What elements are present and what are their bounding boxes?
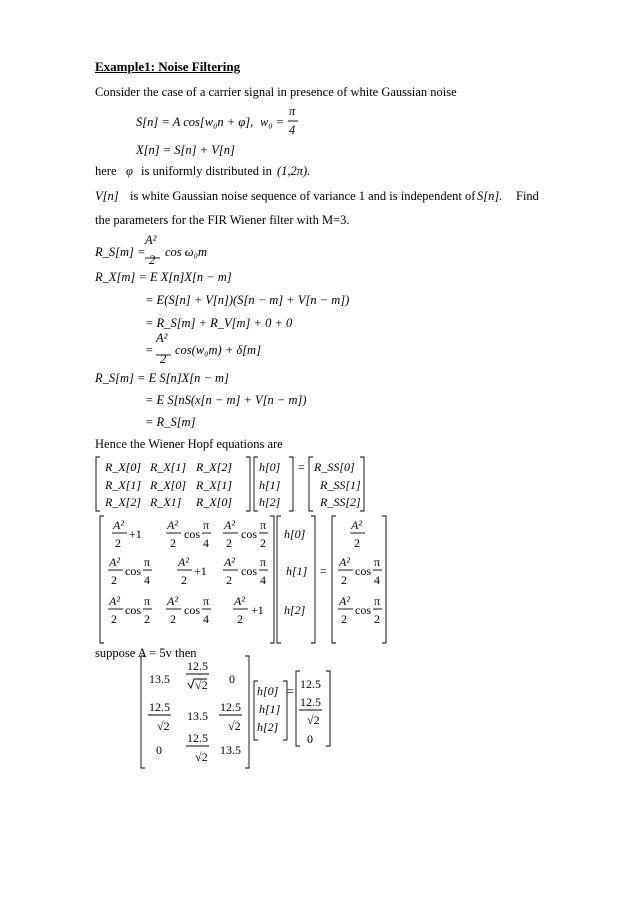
num-a22: 13.5 (220, 743, 241, 757)
sym-r2c1-four: 4 (203, 612, 209, 626)
sym-r1c0-pi: π (144, 555, 151, 569)
wh-equals: = (298, 460, 305, 474)
sym-rhs1-four: 4 (374, 573, 380, 587)
rx-line-1: R_X[m] = E X[n]X[n − m] (95, 270, 232, 284)
wh-h-bracket-open (254, 457, 258, 511)
sym-r1c1-two: 2 (181, 573, 187, 587)
sym-r2c1-cos: cos (184, 603, 200, 617)
sym-r1c2-A2: A² (224, 555, 235, 569)
sym-r0c1-pi: π (203, 518, 210, 532)
sym-rhs2-two-den: 2 (374, 612, 380, 626)
num-rhs-bracket-close (326, 671, 330, 746)
sym-rhs2-A2: A² (339, 594, 350, 608)
symbolic-matrix-equation (100, 516, 386, 643)
sym-r1c2-four: 4 (260, 573, 266, 587)
sym-r0c2-pi: π (260, 518, 267, 532)
num-r0: 12.5 (300, 677, 321, 691)
wh-h-bracket-close (289, 457, 293, 511)
rx-two: 2 (160, 352, 167, 366)
sym-rhs2-cos: cos (355, 603, 371, 617)
sym-r1c2-two: 2 (226, 573, 232, 587)
wh-rhs-bracket-open (309, 457, 313, 511)
sym-r0c0-plus1: +1 (129, 527, 142, 541)
num-left-bracket-open (141, 656, 145, 768)
wh-r1: R_SS[1] (320, 478, 361, 492)
wh-a21: R_X1] (150, 495, 182, 509)
sym-r1c2-cos: cos (241, 564, 257, 578)
wh-a02: R_X[2] (196, 460, 232, 474)
v-text-2: Find (516, 189, 539, 203)
num-r2: 0 (307, 732, 313, 746)
sym-r0c2-two-den: 2 (260, 536, 266, 550)
sym-r0c0-A2: A² (113, 518, 124, 532)
wh-a01: R_X[1] (150, 460, 186, 474)
num-h2: h[2] (257, 720, 279, 734)
sym-r2c1-two: 2 (170, 612, 176, 626)
sym-r0c0-two: 2 (115, 536, 121, 550)
wh-h1: h[1] (259, 478, 281, 492)
num-a12-num: 12.5 (220, 700, 241, 714)
sym-h-bracket-close (311, 516, 315, 643)
intro-text: Consider the case of a carrier signal in presence of white Gaussian noise (95, 85, 457, 99)
sym-r0c2-A2: A² (224, 518, 235, 532)
wh-a22: R_X[0] (196, 495, 232, 509)
signal-equation: S[n] = A cos[w₀n + φ], (136, 115, 254, 129)
sym-r0c1-A2: A² (167, 518, 178, 532)
num-a00: 13.5 (149, 672, 170, 686)
rs-rhs: cos ω₀m (165, 245, 207, 259)
wh-a00: R_X[0] (105, 460, 141, 474)
num-a10-num: 12.5 (149, 700, 170, 714)
num-a10-den: √2 (157, 719, 170, 733)
sym-left-bracket-open (100, 516, 104, 643)
sym-r2c0-A2: A² (109, 594, 120, 608)
sym-r0c1-four: 4 (203, 536, 209, 550)
num-h0: h[0] (257, 684, 279, 698)
sym-h-bracket-open (277, 516, 281, 643)
wh-h0: h[0] (259, 460, 281, 474)
sym-r2c2-plus1: +1 (251, 603, 264, 617)
sym-r1c0-A2: A² (109, 555, 120, 569)
sym-rhs0-two: 2 (354, 536, 360, 550)
num-r1-num: 12.5 (300, 695, 321, 709)
num-h1: h[1] (259, 702, 281, 716)
x-equation: X[n] = S[n] + V[n] (136, 143, 235, 157)
v-text-1: is white Gaussian noise sequence of variance 1 and is independent of (130, 189, 476, 203)
wiener-hopf-matrix-equation (96, 457, 364, 511)
sym-r0c2-two: 2 (226, 536, 232, 550)
sym-r2c0-two-den: 2 (144, 612, 150, 626)
w0-denominator: 4 (289, 123, 296, 137)
wh-a12: R_X[1] (196, 478, 232, 492)
rsx-line-3: = R_S[m] (145, 415, 196, 429)
wh-a20: R_X[2] (105, 495, 141, 509)
w0-numerator: π (289, 104, 296, 118)
sym-h0: h[0] (284, 527, 306, 541)
sym-r2c0-cos: cos (125, 603, 141, 617)
num-a21-den: √2 (195, 750, 208, 764)
num-r1-den: √2 (307, 713, 320, 727)
sym-equals: = (320, 564, 327, 578)
phi-text-2: is uniformly distributed in (141, 164, 272, 178)
w0-lhs: w₀ = (260, 115, 285, 129)
phi-interval: (1,2π). (277, 164, 311, 178)
sym-r1c1-A2: A² (178, 555, 189, 569)
sym-h2: h[2] (284, 603, 306, 617)
v-var: V[n] (95, 189, 119, 203)
num-a12-den: √2 (228, 719, 241, 733)
sym-rhs1-cos: cos (355, 564, 371, 578)
rs-two: 2 (149, 253, 156, 267)
suppose-text: suppose A = 5v then (95, 646, 197, 660)
sym-r2c1-pi: π (203, 594, 210, 608)
sym-r0c1-cos: cos (184, 527, 200, 541)
rx-line-2: = E(S[n] + V[n])(S[n − m] + V[n − m]) (145, 293, 350, 307)
sym-r2c1-A2: A² (167, 594, 178, 608)
sym-rhs1-pi: π (374, 555, 381, 569)
rx-line-4: cos(w₀m) + δ[m] (175, 343, 261, 357)
num-a01-den: √2 (195, 678, 208, 692)
sym-rhs-bracket-open (332, 516, 336, 643)
wiener-intro: Hence the Wiener Hopf equations are (95, 437, 283, 451)
wh-left-bracket-open (96, 457, 100, 511)
num-left-bracket-close (245, 656, 249, 768)
wh-a10: R_X[1] (105, 478, 141, 492)
rsx-line-2: = E S[nS(x[n − m] + V[n − m]) (145, 393, 307, 407)
phi-text-1: here (95, 164, 117, 178)
sym-r0c2-cos: cos (241, 527, 257, 541)
sym-r1c0-two: 2 (111, 573, 117, 587)
num-equals: = (287, 684, 294, 698)
sym-r1c0-cos: cos (125, 564, 141, 578)
sym-r1c2-pi: π (260, 555, 267, 569)
sym-r2c2-two: 2 (237, 612, 243, 626)
sym-r1c1-plus1: +1 (194, 564, 207, 578)
sym-rhs2-pi: π (374, 594, 381, 608)
rs-A2: A² (145, 233, 157, 247)
numeric-matrix-equation (141, 656, 330, 768)
phi-symbol: φ (126, 164, 133, 178)
num-a01-num: 12.5 (187, 659, 208, 673)
wh-r0: R_SS[0] (314, 460, 355, 474)
sym-left-bracket-close (270, 516, 274, 643)
wh-r2: R_SS[2] (320, 495, 361, 509)
sym-rhs1-two: 2 (341, 573, 347, 587)
wh-h2: h[2] (259, 495, 281, 509)
num-a02: 0 (229, 672, 235, 686)
page-title: Example1: Noise Filtering (95, 59, 241, 74)
sym-r1c0-four: 4 (144, 573, 150, 587)
v-text-s: S[n]. (477, 189, 503, 203)
sym-r2c0-pi: π (144, 594, 151, 608)
rs-lhs: R_S[m] = (95, 245, 146, 259)
rsx-line-1: R_S[m] = E S[n]X[n − m] (95, 371, 229, 385)
wh-left-bracket-close (246, 457, 250, 511)
v-text-3: the parameters for the FIR Wiener filter with M=3. (95, 213, 350, 227)
rx-eq-sign: = (145, 343, 154, 357)
num-a20: 0 (156, 743, 162, 757)
sym-r2c2-A2: A² (234, 594, 245, 608)
sym-rhs-bracket-close (382, 516, 386, 643)
rx-line-3: = R_S[m] + R_V[m] + 0 + 0 (145, 316, 293, 330)
sym-rhs1-A2: A² (339, 555, 350, 569)
num-a21-num: 12.5 (187, 731, 208, 745)
sym-h1: h[1] (286, 564, 308, 578)
num-a11: 13.5 (187, 709, 208, 723)
sym-rhs0-A2: A² (351, 518, 362, 532)
rx-A2: A² (156, 331, 168, 345)
wh-a11: R_X[0] (150, 478, 186, 492)
sym-r2c0-two: 2 (111, 612, 117, 626)
sym-rhs2-two: 2 (341, 612, 347, 626)
sym-r0c1-two: 2 (170, 536, 176, 550)
